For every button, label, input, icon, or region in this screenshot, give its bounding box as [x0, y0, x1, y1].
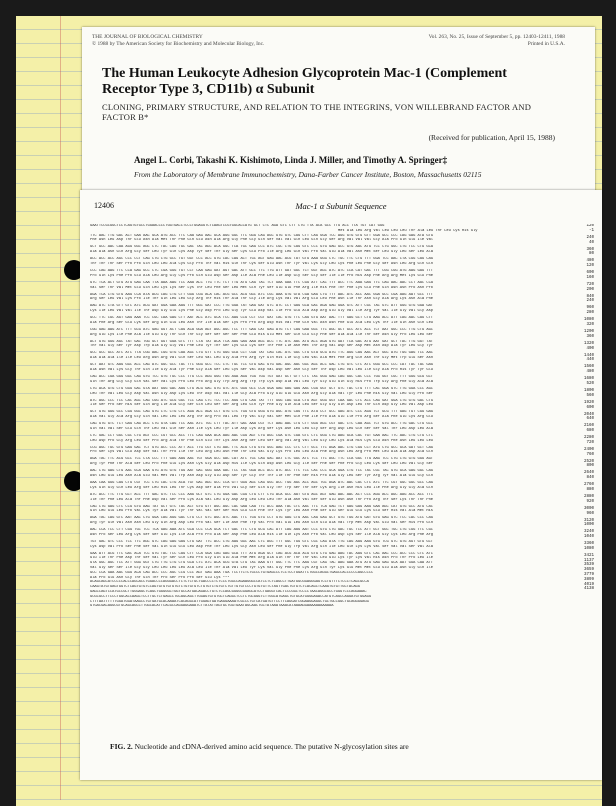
sequence-line-number: 240	[586, 235, 594, 240]
sequence-line: GCT AAT GTC AAG GGC ACC CAG ATC GGC GCC TAC TTC GGG GCC TCC CTC TGC TCC GTG GAC GTG GAC AGC AAC GGC AGC ACC GAC CTG GTC CTC ATC GGG GCC CCC CAT TAC TAC GAG	[90, 363, 433, 368]
sequence-line: AGA TAC CAG GTC AAT AAC CTG GGA CAG AGG GAC CTG CCT GTC AGC ATC AAC TTC TGG GTG CCT GTG GAG CTG AAC CAG GAG GCT GTG TGG ATG GAT GTG GAG GTC TCC CAC CCC CAG	[90, 516, 433, 521]
caption-text: Nucleotide and cDNA-derived amino acid sequence. The putative N-glycosylation sites are	[134, 742, 409, 751]
sequence-line: Ala Phe Arg Ser Glu Lys Ser Arg Gln Glu Leu Asn Thr Ile Ala Ser Lys Pro Pro Arg Asp His Val Phe Gln Val Asn Asn Phe Glu Ala Leu Lys Thr Ile Gln Asn Gln Leu	[90, 320, 433, 325]
sequence-line-number: 1040	[583, 535, 594, 540]
sequence-line: ACT GTG GGG AGC TAT GAC TGG GCT GGT GGA GTC TTT CTA TAT ACA TCA AAG GAG AAA AGC ACC TTC ATC AAC ATG ACC AGA GTG GAT TCA GAC ATG AAT GAT GCT TAC TTG GGT TAT	[90, 339, 433, 344]
figure-page-sheet	[80, 190, 602, 780]
sequence-line: AAC CTG GAG CTG AAC GCA GAA GTG ATG GTG TGG AAT GAC GGG GAA GAC TCC TAC GGA ACC ACC ATC ACC TTC TCC CAC CCC GCA GGA CTG TCC TAC CGC TAC GTG GCA GAG GGC CAG	[90, 469, 433, 474]
sequence-line-number: 1200	[583, 330, 594, 335]
sequence-line-number: 800	[586, 464, 594, 469]
paper-title: The Human Leukocyte Adhesion Glycoprotein Mac-1 (Complement Receptor Type 3, CD11b) α Subunit	[102, 66, 507, 97]
sequence-line-number: 360	[586, 247, 594, 252]
sequence-line: Pro Ser Cys Val Glu Asp Ser Val Thr Pro Ile Thr Leu Arg Leu Asn Phe Thr Leu Val Gly Lys Pro Leu Leu Ala Phe Arg Asn Leu Arg Pro Met Leu Ala Ala Asp Ala Gln	[90, 450, 433, 455]
sequence-line-number: 2640	[583, 471, 594, 476]
sequence-line: GAGCCAGTCCATGCCGCTTGGGAGCTCAGCTGGGGGCTGGTGCCATGACAGACCTGTCTCCAGCGGGGCGGAGCATCCTGAGGTCACTCCCGGCTCCCCTAACAGGCGCCTGGGTCCCAGGAAAC	[90, 590, 367, 595]
sequence-line-number: 1680	[583, 377, 594, 382]
sequence-line-number: 3000	[583, 506, 594, 511]
sequence-line-number: 3240	[583, 530, 594, 535]
sequence-line-number: 720	[586, 282, 594, 287]
sequence-line: Thr Val Gly Ser Tyr Asp Trp Ala Gly Gly Val Phe Leu Tyr Thr Ser Lys Glu Lys Ser Thr Phe Ile Asn Met Thr Arg Val Asp Ser Asp Met Asn Asp Ala Tyr Leu Gly Tyr	[90, 344, 433, 349]
sequence-line: Asn Leu Glu Leu Asn Ala Glu Val Met Val Trp Asn Asp Gly Glu Asp Ser Tyr Gly Thr Thr Ile Thr Phe Ser His Pro Ala Gly Leu Ser Tyr Arg Tyr Val Ala Glu Gly Gln	[90, 474, 433, 479]
sequence-line: ATC ACC TTC TTG GCT ACC TTT GAC GTC TCC CCC AAG GCT GTC CTG GGA GAC CGG CTG CTT CTG ACA GCC AAT GTG AGC AGT GAG AAC AAC ACT CCC AGG ACC AGC AAG ACC ACC TTC	[90, 492, 433, 497]
sequence-line: Lys Gln Gly Gln Leu Arg Ser Leu His Leu Thr Cys Asp Ser Ala Pro Val Gly Ser Gln Gly Thr Trp Ser Thr Ser Cys Arg Ile Asn His Leu Ile Phe Arg Gly Gly Ala Gln	[90, 485, 433, 490]
figure-title: Mac-1 α Subunit Sequence	[295, 201, 387, 211]
sequence-line-number: 760	[586, 452, 594, 457]
sequence-line-number: 120	[586, 264, 594, 269]
journal-header-right	[429, 34, 565, 47]
sequence-line: GCC TTC CGC AGT GAG AAA TCC CGC CAA GAG CTT AAT ACC ATC GCA TCC AAG CCG CCT CGT GAT CAC GTG TTC CAG GTG AAT AAC TTT GAG GCT CTG AAG ACC ATT CAG AAC CAG CTT	[90, 316, 433, 321]
sequence-line-number: -1	[588, 228, 594, 233]
sequence-line-number: 840	[586, 294, 594, 299]
sequence-line-number: 3899	[583, 577, 594, 582]
margin-line	[60, 16, 61, 800]
sequence-line-number: 240	[586, 299, 594, 304]
sequence-line: Ala Asn Val Lys Gly Thr Gln Ile Gly Ala Tyr Phe Gly Ala Ser Leu Cys Ser Val Asp Val Asp Ser Asn Gly Ser Thr Asp Leu Val Leu Ile Gly Ala Pro His Tyr Tyr Glu	[90, 367, 433, 372]
sequence-first-line: GAATTCCGCGGCTCCTCAGTGTGCCTGGAACCCCTGGTGACCTCCCTGGAGGTCTCAAGTCCGTGGCACCATG GCT CTC AGA GTC CTT CTG TTA ACA GCC TTG ACC TTA TGT CAT GGG	[90, 224, 385, 228]
sequence-line: Ala Ala Asn Gln Arg Gly Ser Leu Tyr Gln Cys Asp Tyr Ser Thr Gly Ser Cys Glu Pro Ile Arg Leu Gln Val Pro Val Glu Ala Val Asn Met Ser Leu Gly Leu Ser Leu Ala	[90, 250, 433, 255]
sequence-line-number: 1000	[583, 523, 594, 528]
sequence-line: AAC CCA TCC CTT CGG TGC TCC TCA GAG AAA ATC GCA CCC CCA GCA TCT GAC TTC CTG GCG CAC ATT CAG AAG AAT CCC GTG CTG GAC TGC TCC ATT GCT GGC TGC CTG CGG TTC CGC	[90, 528, 433, 533]
sequence-line-number: 1560	[583, 365, 594, 370]
sequence-line-number: 2760	[583, 483, 594, 488]
sequence-line: Arg Tyr Phe Thr Ala Ser Leu Pro Phe Glu Lys Asn Cys Gly Ala Asp His Ile Cys Gln Asp Asn Leu Gly Ile Ser Phe Ser Phe Pro Gly Leu Lys Ser Leu Leu Val Gly Ser	[90, 462, 433, 467]
sequence-line: GTA GGC AGC TCC ATT GGG GGT CTG TTG CTG CTG GCA CTC ATC ACA GCG GTA CTG TAC AAA GTT GGC TTC TTC AAG CGT CAG TAC AAG GAA ATG ATG GAG GAG GCA AAT GGA CAA ATT	[90, 561, 433, 566]
sequence-line-number: 320	[586, 323, 594, 328]
sequence-line: AGA TCA CTG GTG AAG CCA ATA ACG CAG CTG CTT GGG CGG ACA CAC ACG GCC ACG GGC ATC CGC AAA GTG GTA CGA GAG CTG TTT AAC ATC ACC AAC GGA GCC CGA AAG AAT GCC TTT	[90, 292, 433, 297]
sequence-line-number: 2520	[583, 459, 594, 464]
sequence-line-number: 600	[586, 405, 594, 410]
sequence-line-number: 40	[588, 240, 594, 245]
sequence-line-number: 480	[586, 370, 594, 375]
sequence-line-number: 1800	[583, 388, 594, 393]
sequence-line-number: 1080	[583, 546, 594, 551]
sequence-line: CCG AGC TGC GTG GAG GAC TCT GTG ACC CCC ATT ACC TTG CGT CTG AAC TTC ACG CTG GTG GGC AAG CCC CTC CTT GCC TTC AGA AAC CTG CGG CCT ATG CTG GCC GCA GAT GCT CAG	[90, 445, 433, 450]
sequence-line-number: 280	[586, 311, 594, 316]
sequence-line: Phe Asn Leu Asp Thr Glu Asn Ala Met Thr Phe Gln Glu Asn Ala Arg Gly Phe Gly Gln Ser Val Val Gln Leu Gln Gly Ser Arg Val Val Val Gly Ala Pro Gln Glu Ile Val	[90, 238, 433, 243]
sequence-line-number: 160	[586, 275, 594, 280]
sequence-line-number: 1137	[583, 558, 594, 563]
copyright: © 1988 by The American Society for Biochemistry and Molecular Biology, Inc.	[92, 40, 265, 47]
sequence-line-number: 3539	[583, 563, 594, 568]
page-number: 12406	[94, 201, 114, 210]
sequence-line: GCC CCA GAA AAC GGG ACA CAG ACC CCC AGC CCG CCC AGT GAG AAA TGA TCCTTCTCTGCCCTGTGAGCCCTCCTCCTGGATTCTGGCCAGGCTGAGCCACCCCCCAGCCCCC	[90, 570, 374, 575]
sequence-block	[90, 224, 556, 736]
sequence-line: Ala Ala Ala Ile Ile Leu Arg Asn Arg Val Gln Ser Leu Val Leu Gly Ala Pro Arg Tyr Gln His Ile Gly Leu Val Ala Met Phe Arg Gln Asn Thr Gly Met Trp Glu Ser Asn	[90, 356, 433, 361]
sequence-line-number: 120	[586, 224, 594, 228]
sequence-line: CGG GAG AAG ATC TTT GCG ATC GAG GGT ACT CAG ACA GGA AGT AGC AGC TCC TTT GAG CAT GAG ATG TCT CAG GAA GGC TTC AGC GCT GCC ATC ACC TCT AAT GGC CCC TTG CTG AGC	[90, 327, 433, 332]
sequence-line-number: 2280	[583, 436, 594, 441]
paper-subtitle: CLONING, PRIMARY STRUCTURE, AND RELATION TO THE INTEGRINS, VON WILLEBRAND FACTOR AND FACTOR B*	[102, 102, 532, 122]
sequence-line: CCC CAG AAG TTC CCA GAG GCC CTC CGA GGG TGT CCT CAA GAG GAT AGT GAC ATT GCC TTC TTG ATT GAT GGC TCT GGT AGC ATC ATC CCA CAT GAC TTT CGG CGG ATG AAG GAG TTT	[90, 268, 433, 273]
sequence-line-number: 560	[586, 393, 594, 398]
sequence-line: Gln Val Val Ser Glu Gln Thr Leu Val Gln Ser Asn Ile Cys Leu Tyr Ile Asp Lys Arg Ser Lys Asn Leu Leu Gly Ser Arg Asp Leu Gln Ser Ser Val Thr Leu Asp Leu Ala	[90, 426, 433, 431]
sequence-line-number: 2040	[583, 412, 594, 417]
sequence-line: TTC AAC TTG GAC ACT GAA AAC GCA ATG ACC TTC CAA GAG AAC GCA AGG GGC TTC GGG CAG AGC GTG GTC CAG CTT CAG GGA TCC AGG GTG GTG GTT GGA GCC CCC CAG GAG ATA GTG	[90, 233, 433, 238]
sequence-line-number: 960	[586, 511, 594, 516]
sequence-line: Thr Thr Thr Ser Pro Pro Gln Leu Leu Ala Cys Gly Pro Thr Val His Gln Thr Cys Ser Glu Asn Thr Tyr Val Lys Gly Leu Cys Phe Leu Phe Gly Ser Asn Leu Arg Gln Gln	[90, 261, 433, 266]
journal-name: THE JOURNAL OF BIOLOGICAL CHEMISTRY	[92, 34, 203, 40]
sequence-line-number: 920	[586, 499, 594, 504]
sequence-line: GTC TCA ACT GTG ATG GAG CAA TTA AAA AAG TCC AAA ACC TTG TTC TCT TTG ATG CAG TAC TCT GAA GAA TTC CGG ATT CAC TTT ACC TTC AAA GAG TTC CAG AAC AAC CCT AAC CCA	[90, 280, 433, 285]
sequence-line: Pro Gln Lys Phe Pro Glu Ala Leu Arg Gly Cys Pro Gln Glu Asp Ser Asp Ile Ala Phe Leu Ile Asp Gly Ser Gly Ser Ile Ile Pro His Asp Phe Arg Arg Met Lys Glu Phe	[90, 273, 433, 278]
sequence-line: GTGACGACAGGCGTGCAGCAGCCTTGGCACATTCACGCCAGGAGGAAATCTTATATTAGTGCTGGTGAATAGCAACTGCTATAAATAAACATAAAAGGAAAAAAAAAAAA	[90, 604, 334, 609]
sequence-line-number: 4019	[583, 582, 594, 587]
sequence-line-number: 2880	[583, 494, 594, 499]
sequence-first-aa: Met Ala Leu Arg Val Leu Leu Leu Thr Ala Leu Thr Leu Cys His Gly	[338, 228, 478, 233]
sequence-line: CTTTAATTTTTTGGATGGATAAGCCTGTGATGCACAAAATCACAGGCATTGGAGTGATGAGGAAAATCGCCCTGTCATGATGTTCCTTCAGGATCGGAAGGAGGCTGCTGCCGGCTGCAGGGGAGG	[90, 599, 369, 604]
printed-in: Printed in U.S.A.	[527, 40, 565, 47]
sequence-line: AGA TAC TTC ACG GCC TCC CTA CCC TTT GAG AAG AAC TGT GGA GCC GAC CAT ATC TGC CAG GAC AAT CTC GGC ATC TCC TTC AGC TTC CCA GGC TTG AAG TCC CTG CTG GTG GGG AGT	[90, 457, 433, 462]
sequence-line-number: 640	[586, 417, 594, 422]
sequence-line: Leu Thr Val Leu Gly Asp Val Asn Gly Asp Lys Leu Thr Asp Val Val Ile Gly Ala Pro Gly Glu Glu Glu Asn Arg Gly Ala Val Tyr Leu Phe His Gly Val Leu Gly Pro Ser	[90, 391, 433, 396]
sequence-line: TGT GAC GTC CCC TCC TTC AGC GTC CAG GAG GAG CTG GAT TTC ACC CTG AAG GGC AAC CTC AGC TTT GGC TGG GTC CGC CAG ATA TTG CAG AAG AAG GTG TCG GTC GTG AGT GTG GCT	[90, 539, 433, 544]
received-date: (Received for publication, April 15, 1988)	[428, 133, 555, 142]
sequence-line: GCT GCC AAC CAA AGG GGC AGC CTC TAC CAG TGC GAC TAC AGC ACA GGC TCA TGC GAG CCC ATC CGC CTG CAG GTC CCC GTG GAG GCC GTG AAC ATG TCC CTG GGC CTG TCC CTG GCA	[90, 245, 433, 250]
sequence-line: Val Ser Thr Val Met Glu Gln Leu Lys Lys Ser Lys Thr Leu Phe Ser Leu Met Gln Tyr Ser Glu Glu Phe Arg Ile His Phe Thr Phe Lys Glu Phe Gln Asn Asn Pro Asn Pro	[90, 285, 433, 290]
sequence-line-number: 680	[586, 429, 594, 434]
sequence-line-number: 600	[586, 271, 594, 276]
sequence-line-number: 3120	[583, 518, 594, 523]
sequence-line: Ile Ser Pro Ser His Ser Gln Arg Ile Ala Gly Ser Gln Leu Ser Ser Arg Leu Gln Tyr Phe Gly Gln Ala Leu Ser Gly Gly Gln Asp Leu Thr Gln Asp Gly Leu Val Asp Leu	[90, 403, 433, 408]
sequence-line: GAA ATT ACG TTC GAC ACA TCC GTG TAC TCC CAG CTT CCA GGA CAG GAG GCA TTT ATG AGA GCT CAG ACG ACA ACG GTG CTG GAG AAG TAC AAG GTC CAC AAC CCC ACC CCC CTC ATC	[90, 551, 433, 556]
volume-info: Vol. 263, No. 25, Issue of September 5, pp. 12403-12411, 1988	[428, 34, 565, 40]
sequence-line-number: 3659	[583, 568, 594, 573]
sequence-line-number: 360	[586, 334, 594, 339]
affiliation: From the Laboratory of Membrane Immunochemistry, Dana-Farber Cancer Institute, Boston, Massachusetts 02115	[134, 170, 482, 179]
sequence-line-number: 3421	[583, 553, 594, 558]
sequence-line: Lys Ile Leu Val Val Ile Thr Asp Gly Glu Lys Phe Gly Asp Pro Leu Gly Tyr Glu Asp Val Ile Pro Glu Ala Asp Arg Glu Gly Val Ile Arg Tyr Val Ile Gly Val Gly Asp	[90, 309, 433, 314]
sequence-line-number: 1080	[583, 318, 594, 323]
journal-header-left	[92, 34, 264, 47]
sequence-line-number: 2400	[583, 447, 594, 452]
sequence-line: CTC GAC CCT GGC CGC CTG AGT CCC CGT GCC ACC TTC CAG GAA ACA AAG AAC CGG AGT CTG AGC CGA GTC CGA GTC CTC GGG CTG AAG GCA CAC TGT GAA AAC TTC AAC CTG CTG CTC	[90, 433, 433, 438]
sequence-line: AAA CAA GGG CAG CTG CGT TCC CTG CAC CTG ACA TGT GAC AGC GCC CCA GTT GGG AGC CAG GGC ACC TGG AGC ACC AGC TGC AGA ATC AAC CAC CTC ATC TTC CGT GGC GGC GCC CAG	[90, 481, 433, 485]
sequence-line: ACC ACC ACC AGC CCC CCT CAG CTG CTG GCC TGT GGT CCC ACC GTG CAC CAG ACT TGC AGT GAG AAC ACG TAT GTG AAA GGG CTC TGC TTC CTG TTT GGA TCC AAC CTA CGG CAG CAG	[90, 257, 433, 262]
sequence-line-number: 960	[586, 306, 594, 311]
sequence-line: GCGCGCCTTCCCTGGCACCAAGCTCCTTGCTCTGAGCCTGCAGCAGCTTGGAGTGTGTGCTCAGGCTCCTCTGCGGGTCTTGGCATGAGCTGTGCATGGGGAGACCATGTCAGCCAGGATGTGGAGG	[90, 594, 372, 599]
sequence-line: CTG ACA GTG CTG GGG GAC GTA AAT GGG GAC AAG CTG ACG GAC GTG GTC ATC GGG GCC CCA GGA GAG GAG GAG AAC CGG GGT GCT GTC TAC CTG TTT CAC GGA GTC TTG GGA CCC AGC	[90, 386, 433, 391]
sequence-line: Arg Ser Leu Val Lys Pro Ile Thr Gln Leu Leu Gly Arg Thr His Thr Ala Thr Gly Ile Arg Lys Val Val Arg Glu Leu Phe Asn Ile Thr Asn Gly Ala Arg Lys Asn Ala Phe	[90, 297, 433, 302]
sequence-line: Cys Asp Val Pro Ser Phe Ser Val Gln Glu Glu Leu Asp Phe Thr Leu Lys Gly Asn Leu Ser Phe Gly Trp Val Arg Gln Ile Leu Gln Lys Lys Val Ser Val Val Ser Val Ala	[90, 544, 433, 549]
sequence-line-number: 480	[586, 259, 594, 264]
sequence-line: Leu Asp Pro Gly Arg Leu Ser Pro Arg Ala Thr Phe Gln Glu Thr Lys Asn Arg Ser Leu Ser Arg Val Arg Val Leu Gly Leu Lys Ala His Cys Glu Asn Phe Asn Leu Leu Leu	[90, 438, 433, 443]
sequence-line-number: 880	[586, 487, 594, 492]
sequence-line: Gln Leu Glu Leu Pro Val Lys Tyr Ala Val Tyr Thr Val Val Ser Ser His Glu Gln Phe Thr Lys Tyr Leu Asn Phe Ser Glu Ser Glu Glu Lys Glu Ser His Val Ala Met His	[90, 509, 433, 514]
sequence-line: AAG ATC CTA GTT GTC ATC ACG GAT GGA GAA AAG TTT GGC GAT CCC TTG GGA TAT GAG GAT GTC ATC CCT GAG GCA GAC AGA GAG GGA GTC ATT CGC TAC GTC ATT GGG GTG GGA GAT	[90, 304, 433, 309]
sequence-line-number: 440	[586, 358, 594, 363]
sequence-line: ACAGCAGCATCCCCCACCCAGCACCTGGACCCCAGGGACCTCTCTCTGCTGACCCCTCTCCCTGGCCAGAAGGGCCATCCTCTCAGCCTTGATGGCGGAGGGAGTCCTGTTTCTCCCTCAGCGCCA	[90, 580, 369, 585]
sequence-line-number: 200	[586, 287, 594, 292]
sequence-line-number: 4138	[583, 587, 594, 592]
sequence-line: Val Gly Ser Ser Ile Gly Gly Leu Leu Leu Leu Ala Leu Ile Thr Ala Val Leu Tyr Lys Val Gly Phe Phe Lys Arg Gln Tyr Lys Glu Met Met Glu Glu Ala Asn Gly Gln Ile	[90, 566, 433, 571]
caption-label: FIG. 2.	[110, 742, 133, 751]
sequence-line: Arg Tyr Gln Val Asn Asn Leu Gly Gln Arg Asp Leu Pro Val Ser Ile Asn Phe Trp Val Pro Val Glu Leu Asn Gln Glu Ala Val Trp Met Asp Val Glu Val Ser His Pro Gln	[90, 521, 433, 526]
figure-caption	[110, 742, 580, 751]
title-page-sheet	[82, 27, 595, 197]
sequence-line: CAG ACC CGA GGG GGC CAG GTG TCC GTG TGC CCC TTG CCC AGG GGG TGG AGA AGG TGG TGG TGT GAT GCT GTT CTC TAC GGG GAG CAG GGC CAC CCC TGG GGT CGC TTT GGG GCG GCT	[90, 374, 433, 379]
sequence-line: Glu Ile Thr Phe Asp Thr Ser Val Tyr Ser Gln Leu Pro Gly Gln Glu Ala Phe Met Arg Ala Gln Thr Thr Thr Val Leu Glu Lys Tyr Lys Val His Asn Pro Thr Pro Leu Ile	[90, 556, 433, 561]
sequence-line-number: 3360	[583, 542, 594, 547]
sequence-line-number: 1320	[583, 341, 594, 346]
sequence-line-number: 80	[588, 252, 594, 257]
author-list: Angel L. Corbi, Takashi K. Kishimoto, Linda J. Miller, and Timothy A. Springer‡	[134, 155, 448, 165]
sequence-line: Ile Thr Phe Leu Ala Thr Phe Asp Val Ser Pro Lys Ala Val Leu Gly Asp Arg Leu Leu Leu Thr Ala Asn Val Ser Ser Glu Asn Asn Thr Pro Arg Thr Ser Lys Thr Thr Phe	[90, 497, 433, 502]
sequence-line: Ala Val Gly Ala Arg Gly Gln Val Leu Leu Leu Arg Thr Arg Pro Val Leu Trp Val Gly Val Ser Met Gln Phe Ile Pro Ala Glu Ile Pro Arg Ser Ala Phe Glu Cys Arg Glu	[90, 415, 433, 420]
sequence-line: CAG CTG GAG CTC CCG GTG AAG TAT GCT GTC TAC ACT GTG GTT AGC AGC CAC GAA CAA TTC ACC AAA TAC CTC AAC TTC TCA GAG TCT GAG GAG AAG GAA AGC CAT GTG GCC ATG CAC	[90, 504, 433, 509]
sequence-line: GCC GCC GCC ATC ATC TTA CGG AAC CGG GTG CAA AGC CTG GTT CTG GGG GCA CCT CGA TAT CAG CAC ATC GGC CTG GTA GCG ATG TTC AGG CAG AAC ACT GGC ATG TGG GAG TCC AAC	[90, 351, 433, 356]
sequence-line-number: 1440	[583, 353, 594, 358]
sequence-line-number: 840	[586, 476, 594, 481]
sequence-line: Asn Pro Ser Leu Arg Cys Ser Ser Glu Lys Ile Ala Pro Pro Ala Ser Asp Phe Leu Ala His Ile Gln Lys Asn Pro Val Leu Asp Cys Ser Ile Ala Gly Cys Leu Arg Phe Arg	[90, 532, 433, 537]
sequence-line-number: 2160	[583, 424, 594, 429]
sequence-line-number: 720	[586, 440, 594, 445]
sequence-line: ATC AGC CCC TCC CAC AGC CAG CGG ATC GCG GGC TCC CAG CTC TCC TCC AGG CTG CAG TAT TTT GGG CAG GCA CTG AGT GGG GGT CAA GAC CTC ACC CAG GAT GGA CTG GTG GAC CTG	[90, 398, 433, 403]
line-number-column	[560, 224, 594, 736]
sequence-line-number: 520	[586, 381, 594, 386]
sequence-line: Gln Thr Arg Gly Gly Gln Val Ser Val Cys Pro Leu Pro Arg Gly Trp Arg Arg Trp Trp Cys Asp Ala Val Leu Tyr Gly Glu Gln Gly His Pro Trp Gly Arg Phe Gly Ala Ala	[90, 379, 433, 384]
sequence-line: GCT GTG GGG GCC CGG GGC CAG GTG CTC CTG CTC AGG ACC AGA CCT GTG CTC TGG GTG GGG GTG AGC ATG CAG TTC ATA CCT GCC GAG ATC CCC AGG TCT GCG TTT GAG TGT CGG GAG	[90, 410, 433, 415]
sequence-line: Ala Pro Glu Asn Gly Thr Gln Thr Pro Ser Pro Pro Ser Glu Lys ***	[90, 575, 230, 580]
sequence-line-number: 1920	[583, 400, 594, 405]
sequence-line: Arg Glu Lys Ile Phe Ala Ile Glu Gly Thr Gln Thr Gly Ser Ser Ser Ser Phe Glu His Glu Met Ser Gln Glu Gly Phe Ser Ala Ala Ile Thr Ser Asn Gly Pro Leu Leu Ser	[90, 332, 433, 337]
sequence-line-number: 3779	[583, 573, 594, 578]
sequence-line: CAAGTATGTGAGTGGTCTCAGTGTGTCCAGTGTGTGTGTGTCTGTGTGTCTGTGTCTGTGTCTGTTGTGTCCCTGTGTGTTCTAGTTGACTGTGTCTCACAGCTCAAGTGTGTTGCTACAGG	[90, 585, 360, 590]
sequence-line: CAG GTG GTC TCT GAG CAG ACC CTG GTA CAG TCC AAC ATC TGC CTT TAC ATT GAC AAA CGT TCT AAG AAC CTG CTT GGG AGC CGT GAC CTC CAA AGC TCT GTG ACC TTG GAC CTG GCC	[90, 422, 433, 427]
sequence-line-number: 400	[586, 346, 594, 351]
